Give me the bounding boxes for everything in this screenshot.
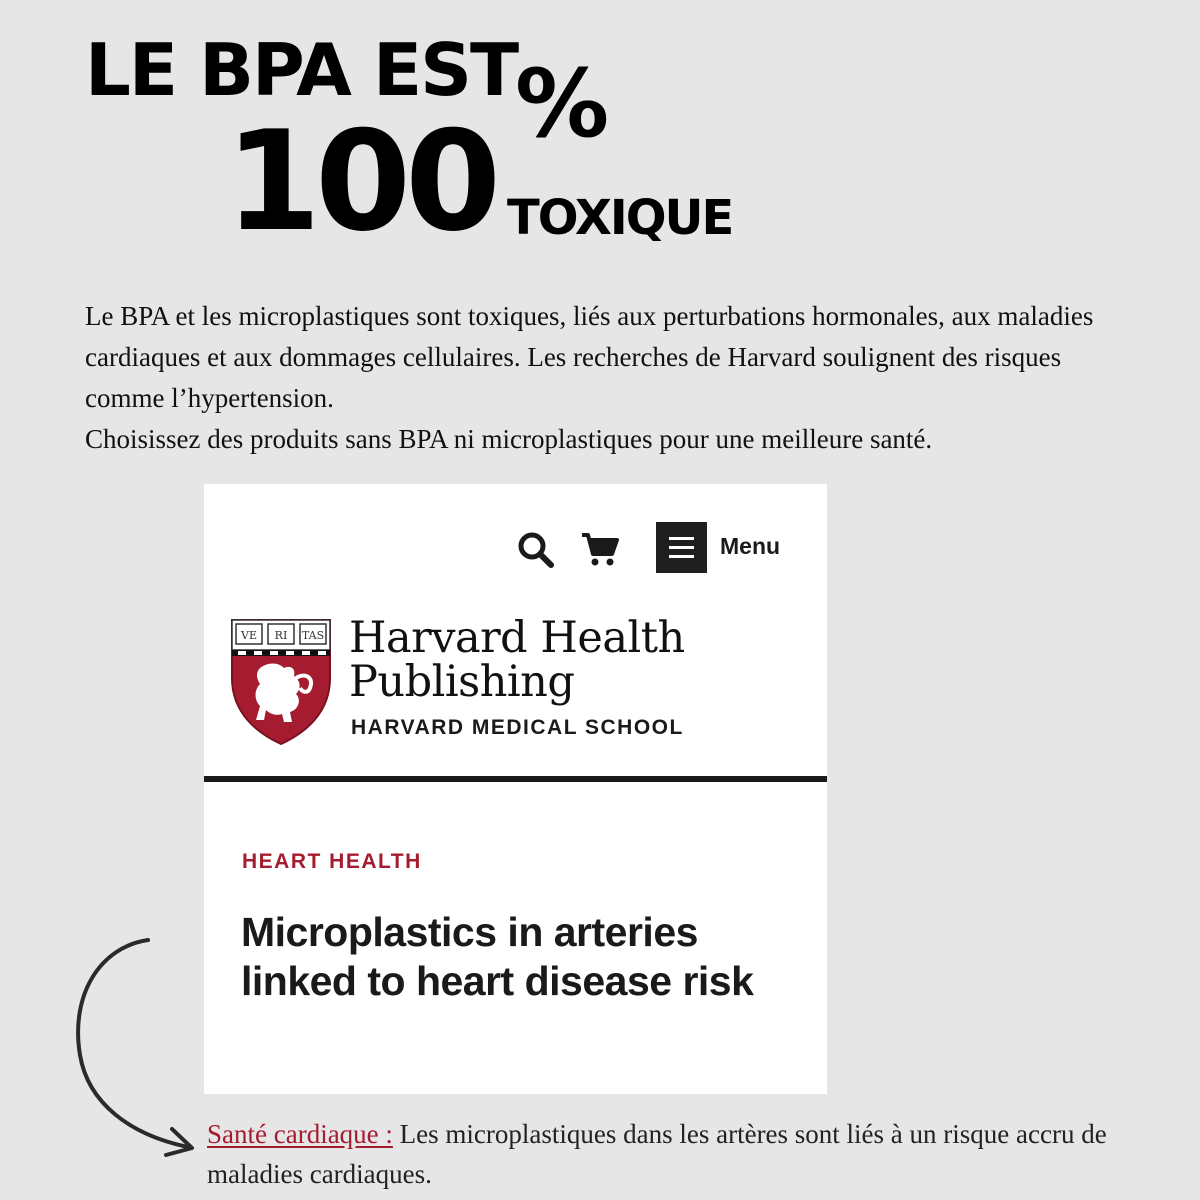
intro-text [85,296,1125,460]
svg-text:VE: VE [241,629,257,642]
menu-icon[interactable] [656,522,707,573]
caption-text: Les microplastiques dans les artères sont liés à un risque accru de maladies cardiaques. [207,1119,1107,1189]
school-name: HARVARD MEDICAL SCHOOL [351,716,684,739]
headline-word: TOXIQUE [507,190,733,246]
site-toolbar [204,522,827,574]
cart-icon[interactable] [580,532,620,568]
menu-button-label[interactable]: Menu [720,533,781,559]
harvard-shield-logo [230,618,332,746]
headline-line1: LE BPA EST [85,28,518,112]
svg-text:TAS: TAS [301,629,325,642]
brand-name [349,613,685,707]
curved-arrow-icon [60,925,210,1165]
intro-paragraph-2: Choisissez des produits sans BPA ni microplastiques pour une meilleure santé. [85,424,933,454]
brand-line-1: Harvard Health [349,613,685,663]
article-category[interactable]: HEART HEALTH [242,850,422,873]
article-screenshot-card [204,484,827,1094]
article-title[interactable]: Microplastics in arteries linked to heart disease risk [241,909,754,1004]
search-icon[interactable] [516,530,556,570]
header-divider [204,776,827,782]
svg-text:RI: RI [274,629,288,642]
headline-percent: % [515,50,610,159]
caption-label[interactable]: Santé cardiaque : [207,1119,393,1149]
caption [207,1114,1167,1194]
intro-paragraph-1: Le BPA et les microplastiques sont toxiques, liés aux perturbations hormonales, aux maladies cardiaques et aux dommages cellulaires. Les recherches de Harvard soulignent des risques comme l’hypertension. [85,301,1094,413]
headline-number: 100 [225,101,496,262]
brand-line-2: Publishing [349,657,575,707]
